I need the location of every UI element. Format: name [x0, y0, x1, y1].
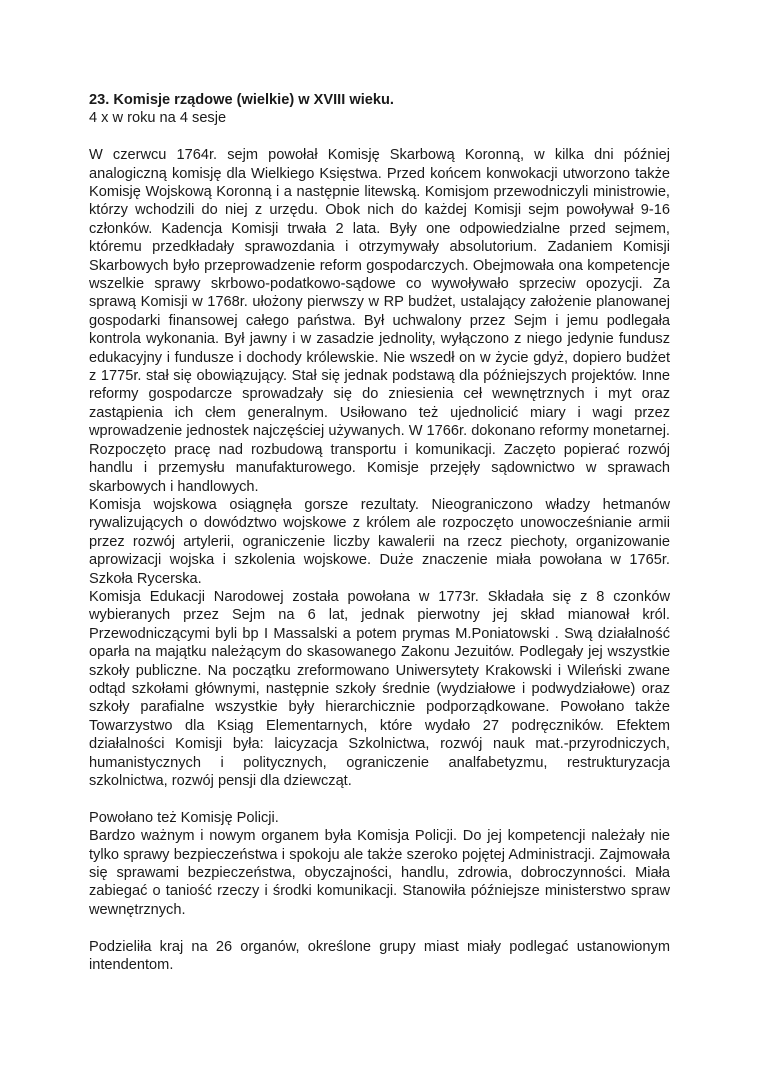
spacer [89, 919, 670, 937]
paragraph-military-commission: Komisja wojskowa osiągnęła gorsze rezultaty. Nieograniczono władzy hetmanów rywalizujących o dowództwo wojskowe z królem ale rozpoczęto unowocześnianie armii przez rozwój artylerii, ograniczenie liczby kawalerii na rzecz piechoty, organizowanie aprowizacji wojska i szkolenia wojskowe. Duże znaczenie miała powołana w 1765r. Szkoła Rycerska. [89, 496, 670, 587]
paragraph-treasury-commission: W czerwcu 1764r. sejm powołał Komisję Skarbową Koronną, w kilka dni później analogiczną komisję dla Wielkiego Księstwa. Przed końcem konwokacji utworzono także Komisję Wojskową Koronną i a następnie litewską. Komisjom przewodniczyli ministrowie, którzy wchodzili do niej z urzędu. Obok nich do każdej Komisji sejm powoływał 9-16 członków. Kadencja Komisji trwała 2 lata. Były one odpowiedzialne przed sejmem, któremu przedkładały sprawozdania i otrzymywały absolutorium. Zadaniem Komisji Skarbowych było przeprowadzenie reform gospodarczych. Obejmowała ona kompetencje wszelkie sprawy skrbowo-podatkowo-sądowe co wywoływało sprzeciw opozycji. Za sprawą Komisji w 1768r. ułożony pierwszy w RP budżet, ustalający założenie planowanej gospodarki finansowej całego państwa. Był uchwalony przez Sejm i jemu podlegała kontrola wykonania. Był jawny i w zasadzie jednolity, wyłączono z niego jedynie fundusz edukacyjny i fundusze i dochody królewskie. Nie wszedł on w życie gdyż, dopiero budżet z 1775r. stał się obowiązujący. Stał się jednak podstawą dla późniejszych projektów. Inne reformy gospodarcze sprowadzały się do zniesienia ceł wewnętrznych i myt oraz zastąpienia ich cłem generalnym. Usiłowano też ujednolicić miary i wagi przez wprowadzenie jednostek najczęściej używanych. W 1766r. dokonano reformy monetarnej. Rozpoczęto pracę nad rozbudową transportu i komunikacji. Zaczęto popierać rozwój handlu i przemysłu manufakturowego. Komisje przejęły sądownictwo w sprawach skarbowych i handlowych. [89, 147, 670, 495]
document-page [89, 91, 670, 974]
paragraph-final: Podzieliła kraj na 26 organów, określone grupy miast miały podlegać ustanowionym intendentom. [89, 938, 670, 974]
paragraph-education-commission: Komisja Edukacji Narodowej została powołana w 1773r. Składała się z 8 czonków wybieranych przez Sejm na 6 lat, jednak pierwotny jej skład mianował król. Przewodniczącymi byli bp I Massalski a potem prymas M.Poniatowski . Swą działalność oparła na majątku należącym do skasowanego Zakonu Jezuitów. Podlegały jej wszystkie szkoły publiczne. Na początku zreformowano Uniwersytety Krakowski i Wileński zwane odtąd szkołami głównymi, następnie szkoły średnie (wydziałowe i podwydziałowe) oraz szkoły parafialne wszystkie były hierarchicznie podporządkowane. Powołano także Towarzystwo dla Ksiąg Elementarnych, które wydało 27 podręczników. Efektem działalności Komisji była: laicyzacja Szkolnictwa, rozwój nauk mat.-przyrodniczych, humanistycznych i politycznych, ograniczenie analfabetyzmu, restrukturyzacja szkolnictwa, rozwój pensji dla dziewcząt. [89, 588, 670, 790]
spacer [89, 790, 670, 808]
paragraph-police-commission: Bardzo ważnym i nowym organem była Komisja Policji. Do jej kompetencji należały nie tylko sprawy bezpieczeństwa i spokoju ale także szeroko pojętej Administracji. Zajmowała się sprawami bezpieczeństwa, obyczajności, handlu, zdrowia, dobroczynności. Miała zabiegać o taniość rzeczy i środki komunikacji. Stanowiła późniejsze ministerstwo spraw wewnętrznych. [89, 828, 670, 918]
document-subtitle: 4 x w roku na 4 sesje [89, 110, 227, 127]
document-title: 23. Komisje rządowe (wielkie) w XVIII wieku. [89, 92, 394, 108]
police-heading: Powołano też Komisję Policji. [89, 809, 279, 826]
spacer [89, 128, 670, 146]
